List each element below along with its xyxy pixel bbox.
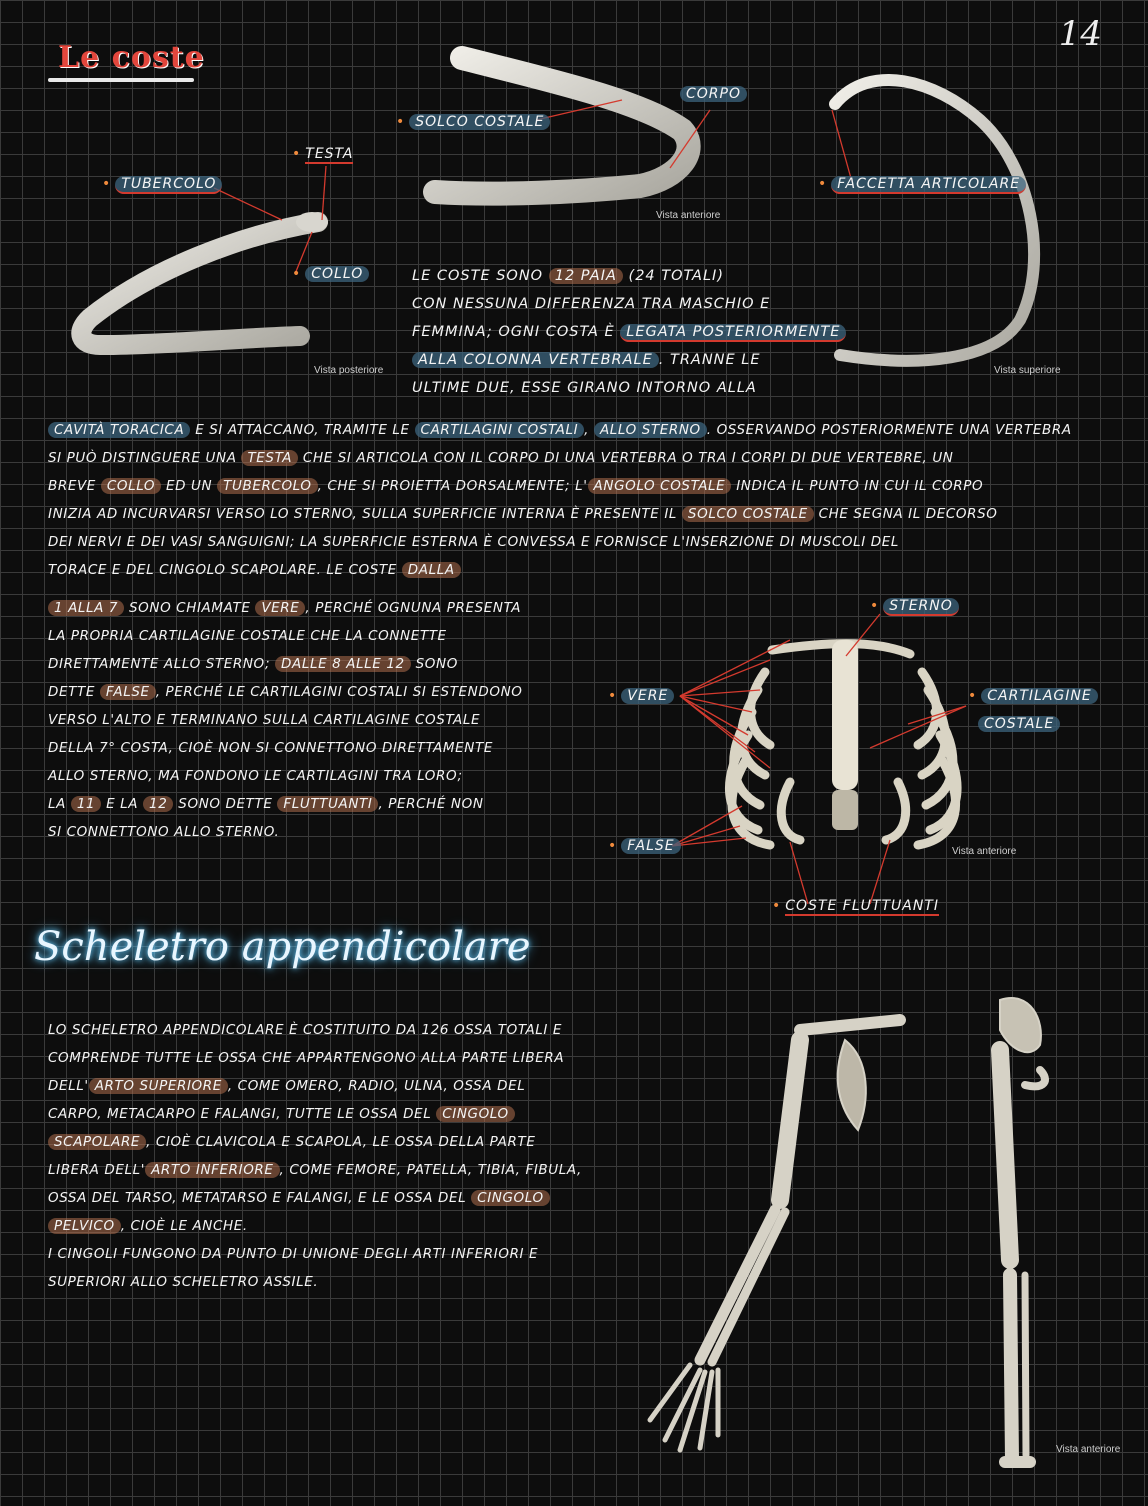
label-tubercolo: • TUBERCOLO [102, 176, 222, 192]
text-line: OSSA DEL TARSO, METATARSO E FALANGI, E LE OSSA DEL CINGOLO [48, 1184, 582, 1212]
text-line: I CINGOLI FUNGONO DA PUNTO DI UNIONE DEGLI ARTI INFERIORI E [48, 1246, 539, 1262]
leg-skeleton-illustration [1000, 998, 1045, 1462]
text-line: LIBERA DELL' ARTO INFERIORE , COME FEMORE, PATELLA, TIBIA, FIBULA, [48, 1162, 582, 1178]
label-corpo: CORPO [680, 86, 747, 102]
text-line: TORACE E DEL CINGOLO SCAPOLARE. LE COSTE DALLA [48, 556, 1072, 584]
text-line: DETTE FALSE , PERCHÉ LE CARTILAGINI COSTALI SI ESTENDONO [48, 684, 523, 700]
text-line: CON NESSUNA DIFFERENZA TRA MASCHIO E [412, 296, 771, 312]
text-line: COMPRENDE TUTTE LE OSSA CHE APPARTENGONO ALLA PARTE LIBERA [48, 1050, 565, 1066]
rib-posterior-illustration [81, 212, 328, 345]
page-number: 14 [1058, 14, 1102, 54]
text-line: BREVE COLLO ED UN TUBERCOLO , CHE SI PROIETTA DORSALMENTE; L' ANGOLO COSTALE INDICA IL PUNTO IN CUI IL CORPO [48, 478, 984, 494]
text-line: ALLO STERNO, MA FONDONO LE CARTILAGINI TRA LORO; [48, 768, 463, 784]
page-title: Le coste [58, 40, 205, 75]
label-sterno: • STERNO [870, 598, 959, 614]
rib-superior-illustration [835, 80, 1034, 361]
label-costale: COSTALE [978, 716, 1060, 732]
text-line: DELLA 7° COSTA, CIOÈ NON SI CONNETTONO DIRETTAMENTE [48, 740, 493, 756]
text-line: VERSO L'ALTO E TERMINANO SULLA CARTILAGINE COSTALE [48, 712, 481, 728]
text-line: LE COSTE SONO 12 PAIA (24 TOTALI) [412, 268, 724, 284]
caption-rib-anterior: Vista anteriore [656, 210, 721, 221]
thorax-illustration [729, 640, 957, 845]
label-false: • FALSE [608, 838, 681, 854]
caption-rib-posterior: Vista posteriore [314, 365, 384, 376]
text-line: CARPO, METACARPO E FALANGI, TUTTE LE OSSA DEL CINGOLO [48, 1100, 582, 1128]
label-collo: • COLLO [292, 266, 369, 282]
ribs-paragraph-left [48, 594, 523, 846]
text-line: ALLA COLONNA VERTEBRALE . TRANNE LE [412, 346, 846, 374]
text-line: FEMMINA; OGNI COSTA È LEGATA POSTERIORMENTE [412, 318, 846, 346]
text-line: LA 11 E LA 12 SONO DETTE FLUTTUANTI , PERCHÉ NON [48, 796, 484, 812]
text-line: CAVITÀ TORACICA E SI ATTACCANO, TRAMITE LE CARTILAGINI COSTALI , ALLO STERNO . OSSERVANDO POSTERIORMENTE UNA VERTEBRA [48, 416, 1072, 444]
label-cartilagine: • CARTILAGINE [968, 688, 1098, 704]
text-line: ULTIME DUE, ESSE GIRANO INTORNO ALLA [412, 380, 757, 396]
text-line: SI CONNETTONO ALLO STERNO. [48, 824, 280, 840]
text-line: 1 ALLA 7 SONO CHIAMATE VERE , PERCHÉ OGNUNA PRESENTA [48, 594, 523, 622]
ribs-paragraph-full [48, 416, 1072, 584]
label-faccetta-articolare: • FACCETTA ARTICOLARE [818, 176, 1026, 192]
section-title: Scheletro appendicolare [34, 924, 531, 970]
text-line: SI PUÒ DISTINGUERE UNA TESTA CHE SI ARTICOLA CON IL CORPO DI UNA VERTEBRA O TRA I CORPI DI DUE VERTEBRE, UN [48, 450, 954, 466]
label-coste-fluttuanti: • COSTE FLUTTUANTI [772, 898, 939, 914]
arm-skeleton-illustration [650, 1020, 900, 1450]
text-line: SCAPOLARE , CIOÈ CLAVICOLA E SCAPOLA, LE OSSA DELLA PARTE [48, 1128, 582, 1156]
caption-thorax-anterior: Vista anteriore [952, 846, 1017, 857]
text-line: DEI NERVI E DEI VASI SANGUIGNI; LA SUPERFICIE ESTERNA È CONVESSA E FORNISCE L'INSERZIONE DI MUSCOLI DEL [48, 534, 899, 550]
label-solco-costale: • SOLCO COSTALE [396, 114, 550, 130]
text-line: SUPERIORI ALLO SCHELETRO ASSILE. [48, 1274, 319, 1290]
text-line: INIZIA AD INCURVARSI VERSO LO STERNO, SULLA SUPERFICIE INTERNA È PRESENTE IL SOLCO COSTALE CHE SEGNA IL DECORSO [48, 506, 998, 522]
text-line: DELL' ARTO SUPERIORE , COME OMERO, RADIO, ULNA, OSSA DEL [48, 1078, 526, 1094]
text-line: LO SCHELETRO APPENDICOLARE È COSTITUITO DA 126 OSSA TOTALI E [48, 1022, 562, 1038]
text-line: PELVICO , CIOÈ LE ANCHE. [48, 1212, 582, 1240]
text-line: DIRETTAMENTE ALLO STERNO; DALLE 8 ALLE 12 SONO [48, 656, 458, 672]
appendicular-paragraph [48, 1016, 582, 1296]
caption-limbs-anterior: Vista anteriore [1056, 1444, 1121, 1455]
caption-rib-superior: Vista superiore [994, 365, 1061, 376]
text-line: LA PROPRIA CARTILAGINE COSTALE CHE LA CONNETTE [48, 628, 447, 644]
ribs-paragraph-top [412, 262, 846, 402]
label-testa: • TESTA [292, 146, 354, 162]
label-vere: • VERE [608, 688, 674, 704]
